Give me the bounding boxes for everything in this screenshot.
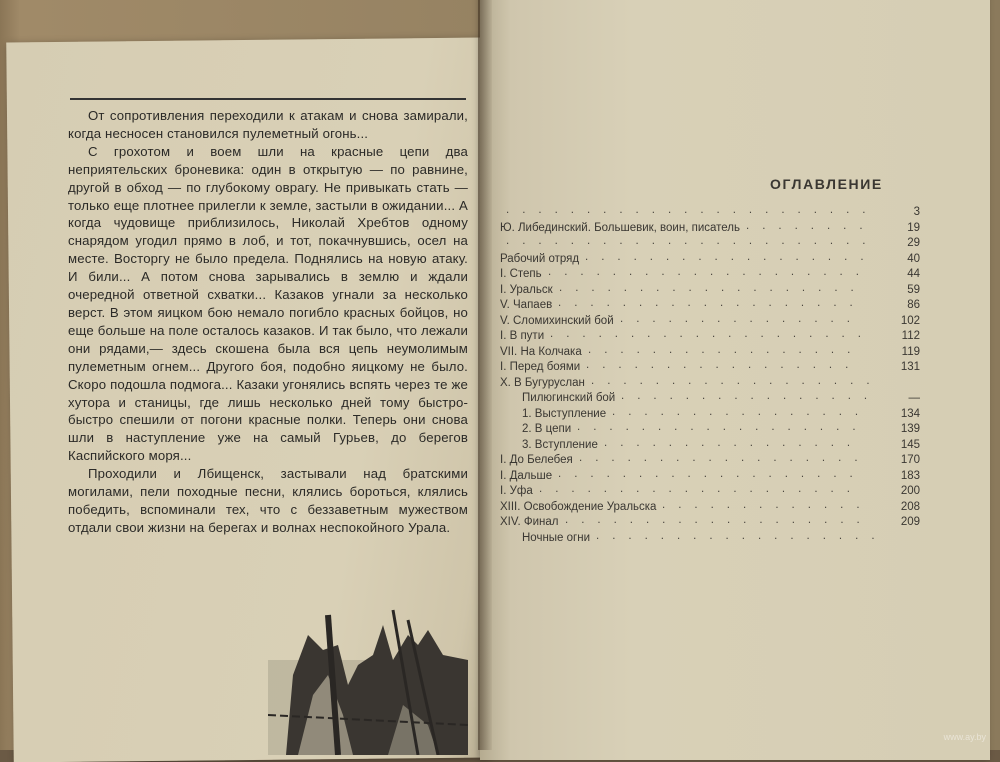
toc-entry-page: 183 [900, 469, 920, 482]
toc-entry-page: 59 [907, 283, 920, 296]
toc-entry-label: I. В пути [500, 330, 545, 342]
paragraph: Проходили и Лбищенск, застывали над братскими могилами, пели походные песни, клялись бороться, клялись победить, вспоминали тех, что с беззаветным мужеством отдали свои жизни на берегах и волнах неспокойного Урала. [68, 466, 468, 535]
toc-entry-page: 86 [907, 299, 920, 311]
toc-leader-dots: ................. [588, 343, 864, 356]
toc-leader-dots: ........ [746, 219, 876, 232]
header-rule [70, 98, 466, 100]
toc-entry-page: 139 [900, 423, 920, 435]
toc-leader-dots: .................. [577, 421, 869, 433]
toc-entry-label: XIV. Финал [500, 516, 559, 528]
toc-entry-label: 3. Вступление [522, 438, 598, 451]
toc-leader-dots: .................... [548, 266, 872, 278]
toc-entry-page: — [908, 392, 920, 404]
toc-entry-page: 170 [900, 454, 920, 466]
toc-entry-page: 44 [907, 268, 920, 280]
toc-leader-dots: ................. [586, 359, 862, 371]
toc-entry-label: X. В Бугуруслан [500, 376, 585, 389]
toc-entry-page: 200 [900, 485, 920, 497]
toc-entry-page: 131 [900, 361, 920, 373]
toc-leader-dots: .................. [591, 374, 883, 387]
toc-leader-dots: ................ [621, 390, 881, 402]
toc-entry-label: I. Уральск [500, 283, 553, 296]
toc-entry-label: Пилюгинский бой [522, 392, 616, 404]
table-of-contents [500, 206, 920, 547]
toc-leader-dots: .................... [550, 328, 874, 340]
toc-entry-label: I. Степь [500, 268, 542, 280]
watermark: www.ay.by [943, 732, 986, 742]
toc-entry-page: 208 [900, 500, 920, 513]
toc-entry-page: 102 [900, 314, 920, 327]
book-gutter [478, 0, 492, 750]
paragraph: От сопротивления переходили к атакам и снова замирали, когда несносен становился пулеметный огонь... [68, 108, 468, 141]
toc-leader-dots: ................ [612, 405, 872, 418]
toc-entry-label: I. Перед боями [500, 361, 581, 373]
toc-entry-page: 29 [907, 237, 920, 249]
toc-leader-dots: .................. [596, 529, 888, 542]
toc-entry-label: I. Уфа [500, 485, 533, 497]
toc-entry-page: 119 [901, 345, 920, 358]
left-page-text [68, 107, 468, 537]
toc-leader-dots: ................... [558, 297, 866, 309]
toc-leader-dots: ............. [662, 498, 873, 511]
toc-leader-dots: ................ [604, 436, 864, 449]
toc-leader-dots: ....................... [506, 235, 879, 247]
paragraph: С грохотом и воем шли на красные цепи два неприятельских броневика: один в открытую — по равнине, другой в обход — по глубокому оврагу. Не привыкать стать — только еще плотнее прилегли к земле, застыли в ожидании... А когда чудовище приблизилось, Николай Хребтов одному снарядом угодил прямо в лоб, и тот, покачнувшись, осел на месте. Восторгу не было предела. Поднялись на новую атаку. И били... А потом снова зарывались в землю и ждали очередной ответной схватки... Казаков угнали за несколько верст. В этом яицком бою немало погибло красных бойцов, но еще больше на поле осталось казаков. И так было, что лежали они рядами,— здесь скошена была вся цепь неумолимым пулеметным огнем... Другого боя, подобно яицкому не было. Скоро подошла подмога... Казаки угонялись вспять через те же хутора и станицы, где лишь несколько дней тому быстро-быстро спешили от погони красные полки. Теперь они снова шли в наступление уже на самый Гурьев, до берегов Каспийского моря... [68, 143, 468, 464]
toc-leader-dots: .................. [585, 250, 877, 263]
toc-entry-label: 2. В цепи [522, 423, 572, 435]
toc-leader-dots: ................... [558, 467, 866, 480]
toc-entry-label: I. До Белебея [500, 454, 573, 466]
toc-leader-dots: ................... [565, 514, 873, 526]
toc-leader-dots: .................. [579, 452, 871, 464]
toc-entry-label: Рабочий отряд [500, 252, 580, 265]
toc-entry-page: 19 [907, 221, 920, 234]
toc-entry-label: VII. На Колчака [500, 345, 582, 358]
toc-leader-dots: ................... [559, 281, 867, 294]
toc-leader-dots: ....................... [506, 204, 879, 216]
toc-leader-dots: .................... [539, 483, 863, 495]
toc-entry-label: Ю. Либединский. Большевик, воин, писатель [500, 221, 740, 234]
toc-entry-page: 40 [907, 252, 920, 265]
toc-entry-page: 3 [913, 206, 920, 218]
toc-title: ОГЛАВЛЕНИЕ [770, 176, 883, 192]
toc-entry-page: 112 [901, 330, 920, 342]
toc-entry [500, 529, 920, 548]
toc-entry-label: I. Дальше [500, 469, 553, 482]
toc-entry-label: 1. Выступление [522, 407, 607, 420]
toc-entry-label: V. Чапаев [500, 299, 553, 311]
toc-entry-page: 145 [900, 438, 920, 451]
toc-entry-label: XIII. Освобождение Уральска [500, 500, 657, 513]
toc-entry-label: Ночные огни [522, 531, 591, 544]
toc-entry-page: 134 [900, 407, 920, 420]
toc-entry-page: 209 [900, 516, 920, 528]
toc-entry-label: V. Сломихинский бой [500, 314, 614, 327]
engraving-illustration [268, 605, 468, 755]
toc-leader-dots: ............... [620, 312, 863, 325]
